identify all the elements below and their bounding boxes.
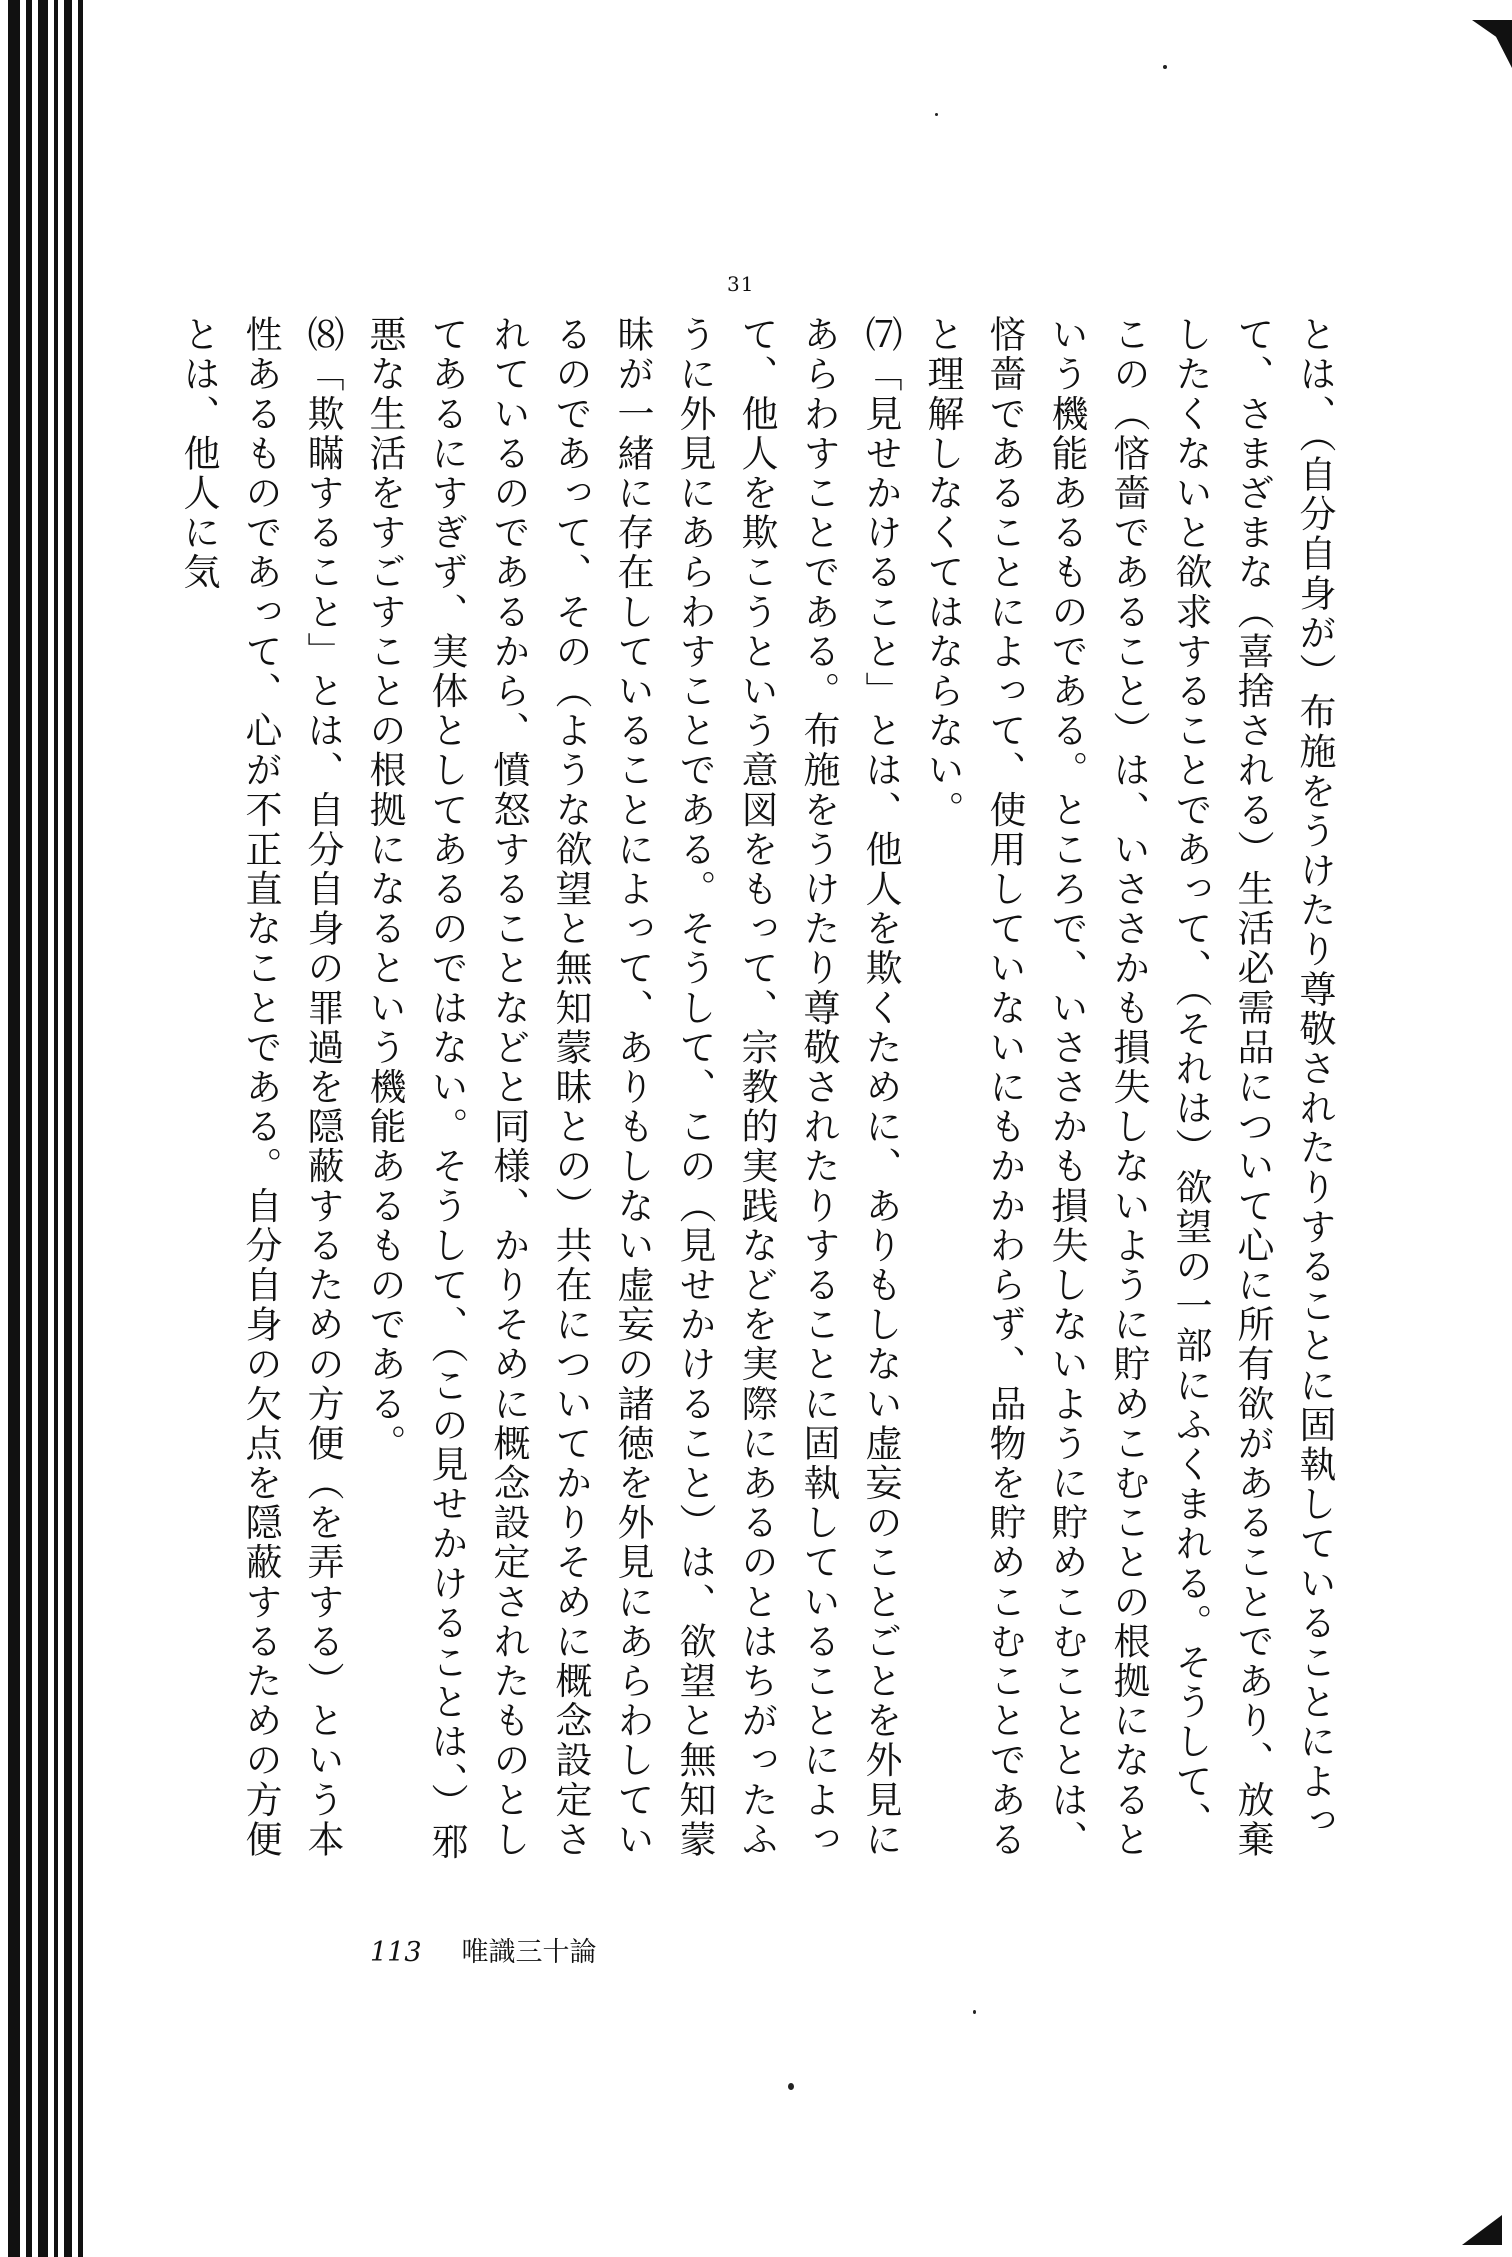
vertical-text-body [177,315,1345,1865]
scan-speck [788,2083,794,2090]
running-title: 唯識三十論 [461,1937,597,1968]
paragraph: とは、（自分自身が）布施をうけたり尊敬されたりすることに固執していることによって、さまざまな（喜捨される）生活必需品について心に所有欲があることであり、放棄したくないと欲求することであって、（それは）欲望の一部にふくまれる。そうして、この（悋嗇であること）は、いささかも損失しないように貯めこむことの根拠になるという機能あるものである。ところで、いささかも損失しないように貯めこむこととは、悋嗇であることによって、使用していないにもかかわらず、品物を貯めこむことであると理解しなくてはならない。 [921,315,1336,1860]
scan-speck [1163,65,1167,69]
paragraph: ⑺「見せかけること」とは、他人を欺くために、ありもしない虚妄のことごとを外見にあらわすことである。布施をうけたり尊敬されたりすることに固執していることによって、他人を欺こうという意図をもって、宗教的実践などを実際にあるのとはちがったふうに外見にあらわすことである。そうして、この（見せかけること）は、欲望と無知蒙昧が一緒に存在していることによって、ありもしない虚妄の諸徳を外見にあらわしているのであって、その（ような欲望と無知蒙昧との）共在についてかりそめに概念設定されているのであるから、憤怒することなどと同様、かりそめに概念設定されたものとしてあるにすぎず、実体としてあるのではない。そうして、（この見せかけることは、）邪悪な生活をすごすことの根拠になるという機能あるものである。 [363,315,902,1862]
scan-corner-mark [1472,20,1512,68]
scan-speck [973,2010,976,2014]
folio-number: 113 [370,1937,422,1968]
paragraph: ⑻「欺瞞すること」とは、自分自身の罪過を隠蔽するための方便（を弄する）という本性あるものであって、心が不正直なことである。自分自身の欠点を隠蔽するための方便とは、他人に気 [177,315,344,1860]
scan-corner-mark [1462,2215,1502,2245]
scan-speck [935,113,938,116]
binding-edge [0,0,110,2257]
page-number: 31 [727,272,755,296]
page-footer [370,1930,597,1969]
